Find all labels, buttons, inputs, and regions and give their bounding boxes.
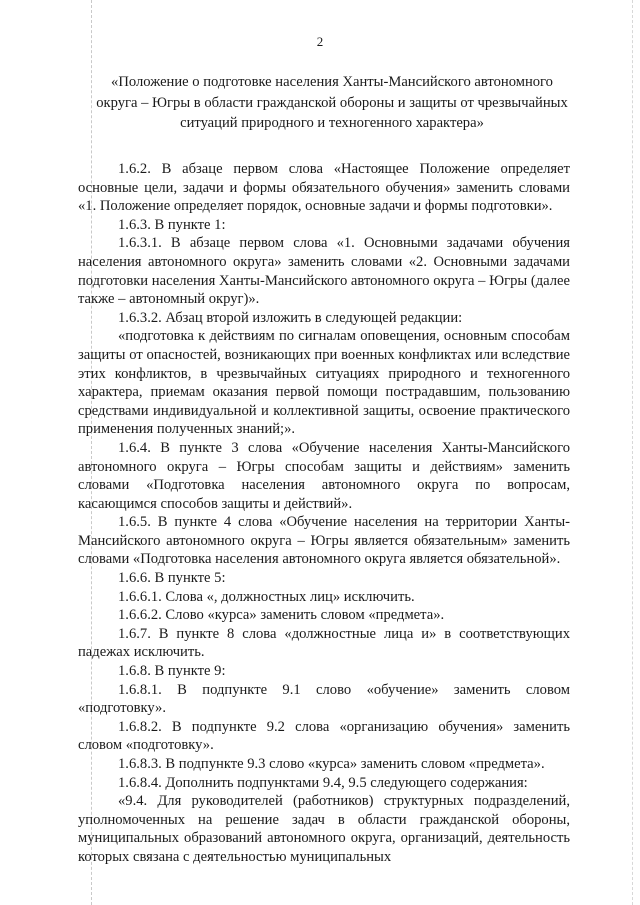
paragraph-1-6-6-1: 1.6.6.1. Слова «, должностных лиц» исключить. (118, 588, 415, 605)
document-body (78, 160, 570, 867)
paragraph-1-6-5: 1.6.5. В пункте 4 слова «Обучение населения на территории Ханты-Мансийского автономного округа – Югры является обязательным» заменить словами «Подготовка населения автономного округа является обязательной». (78, 514, 570, 568)
scan-edge-right (632, 0, 633, 905)
paragraph-1-6-6: 1.6.6. В пункте 5: (118, 570, 226, 587)
paragraph-1-6-4: 1.6.4. В пункте 3 слова «Обучение населения Ханты-Мансийского автономного округа – Югры способам защиты и действиям» заменить словами «Подготовка населения автономного округа по вопросам, касающимся способов защиты и действий». (78, 439, 570, 512)
paragraph-quoted-new-text: «подготовка к действиям по сигналам оповещения, основным способам защиты от опасностей, возникающих при военных конфликтах или вследствие этих конфликтов, в чрезвычайных ситуациях природного и техногенного характера, приемам оказания первой помощи пострадавшим, пользованию средствами индивидуальной и коллективной защиты, освоение практического применения полученных знаний;». (78, 328, 570, 438)
paragraph-1-6-3-2: 1.6.3.2. Абзац второй изложить в следующей редакции: (118, 309, 463, 326)
paragraph-1-6-8: 1.6.8. В пункте 9: (118, 663, 226, 680)
paragraph-1-6-3-1: 1.6.3.1. В абзаце первом слова «1. Основными задачами обучения населения автономного округа» заменить словами «2. Основными задачами подготовки населения Ханты-Мансийского автономного округа – Югры (далее также – автономный округ)». (78, 235, 570, 308)
page-number: 2 (316, 34, 324, 49)
paragraph-1-6-2: 1.6.2. В абзаце первом слова «Настоящее Положение определяет основные цели, задачи и формы обязательного обучения» заменить словами «1. Положение определяет порядок, основные задачи и формы подготовки». (78, 161, 570, 215)
document-title: «Положение о подготовке населения Ханты-Мансийского автономного округа – Югры в области гражданской обороны и защиты от чрезвычайных ситуаций природного и техногенного характера» (96, 74, 568, 131)
paragraph-1-6-8-4: 1.6.8.4. Дополнить подпунктами 9.4, 9.5 следующего содержания: (118, 774, 528, 791)
paragraph-1-6-8-1: 1.6.8.1. В подпункте 9.1 слово «обучение» заменить словом «подготовку». (78, 681, 570, 717)
paragraph-1-6-6-2: 1.6.6.2. Слово «курса» заменить словом «предмета». (118, 607, 445, 624)
paragraph-1-6-8-3: 1.6.8.3. В подпункте 9.3 слово «курса» заменить словом «предмета». (118, 756, 545, 772)
paragraph-1-6-8-2: 1.6.8.2. В подпункте 9.2 слова «организацию обучения» заменить словом «подготовку». (78, 718, 570, 754)
paragraph-1-6-3: 1.6.3. В пункте 1: (118, 216, 226, 233)
paragraph-1-6-7: 1.6.7. В пункте 8 слова «должностные лица и» в соответствующих падежах исключить. (78, 625, 570, 661)
paragraph-9-4: «9.4. Для руководителей (работников) структурных подразделений, уполномоченных на решение задач в области гражданской обороны, муниципальных образований автономного округа, организаций, деятельность которых связана с деятельностью муниципальных (78, 793, 570, 865)
